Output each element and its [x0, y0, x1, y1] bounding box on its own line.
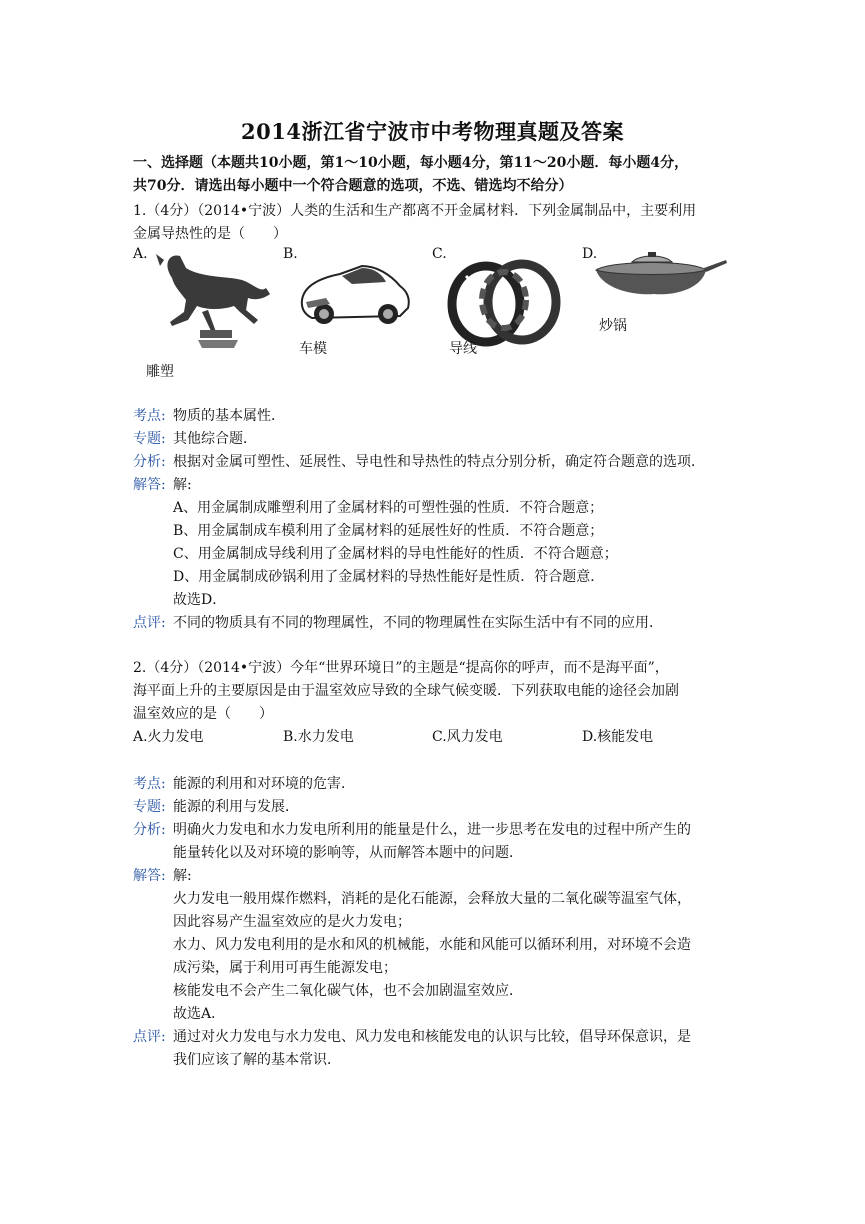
section-header-line1: 一、选择题（本题共10小题，第1～10小题，每小题4分，第11～20小题．每小题4分，	[133, 155, 689, 171]
q1-jieda-head: 解:	[173, 477, 192, 493]
section-header-line2: 共70分．请选出每小题中一个符合题意的选项，不选、错选均不给分）	[133, 178, 573, 194]
q1-jieda-line: 故选D．	[173, 592, 227, 608]
q2-option-d: D.核能发电	[582, 729, 654, 745]
q2-jieda-line: 故选A．	[173, 1006, 226, 1022]
car-model-image	[296, 256, 412, 332]
page-title: 2014浙江省宁波市中考物理真题及答案	[241, 119, 624, 144]
q1-fenxi-text: 根据对金属可塑性、延展性、导电性和导热性的特点分别分析，确定符合题意的选项．	[173, 454, 705, 470]
q2-kaodian-label: 考点:	[133, 776, 166, 792]
q1-kaodian-label: 考点:	[133, 408, 166, 424]
q1-zhuanti-text: 其他综合题．	[173, 431, 257, 447]
q1-option-b-caption: 车模	[299, 341, 327, 357]
q1-kaodian-text: 物质的基本属性．	[173, 408, 285, 424]
q2-kaodian-text: 能源的利用和对环境的危害．	[173, 776, 355, 792]
q2-zhuanti-text: 能源的利用与发展．	[173, 799, 299, 815]
q1-jieda-line: D、用金属制成砂锅利用了金属材料的导热性能好是性质．符合题意．	[173, 569, 605, 585]
q2-option-b: B.水力发电	[283, 729, 354, 745]
q1-zhuanti-label: 专题:	[133, 431, 166, 447]
q1-dianping-text: 不同的物质具有不同的物理属性，不同的物理属性在实际生活中有不同的应用．	[173, 615, 663, 631]
q2-dianping-text-line2: 我们应该了解的基本常识．	[173, 1052, 341, 1068]
q2-jieda-line: 核能发电不会产生二氧化碳气体，也不会加剧温室效应．	[173, 983, 523, 999]
q2-jieda-line: 因此容易产生温室效应的是火力发电；	[173, 914, 411, 930]
wok-image	[592, 250, 728, 298]
q2-stem-line2: 海平面上升的主要原因是由于温室效应导致的全球气候变暖．下列获取电能的途径会加剧	[133, 683, 679, 699]
q2-jieda-line: 成污染，属于利用可再生能源发电；	[173, 960, 397, 976]
q1-option-c-caption: 导线	[449, 341, 477, 357]
q1-jieda-line: B、用金属制成车模利用了金属材料的延展性好的性质．不符合题意；	[173, 523, 604, 539]
q2-fenxi-text-line2: 能量转化以及对环境的影响等，从而解答本题中的问题．	[173, 845, 523, 861]
q1-option-d-letter: D.	[582, 246, 598, 262]
q1-jieda-label: 解答:	[133, 477, 166, 493]
q1-option-c-letter: C.	[432, 246, 447, 262]
q2-option-a: A.火力发电	[133, 729, 204, 745]
q2-jieda-line: 水力、风力发电利用的是水和风的机械能，水能和风能可以循环利用，对环境不会造	[173, 937, 691, 953]
q2-fenxi-text-line1: 明确火力发电和水力发电所利用的能量是什么，进一步思考在发电的过程中所产生的	[173, 822, 691, 838]
q1-stem-line2: 金属导热性的是（ ）	[133, 226, 287, 242]
q2-stem-line3: 温室效应的是（ ）	[133, 706, 273, 722]
q1-dianping-label: 点评:	[133, 615, 166, 631]
q1-fenxi-label: 分析:	[133, 454, 166, 470]
wire-coil-image	[446, 256, 562, 348]
q1-jieda-line: C、用金属制成导线利用了金属材料的导电性能好的性质．不符合题意；	[173, 546, 618, 562]
horse-sculpture-image	[142, 248, 274, 354]
q2-jieda-head: 解:	[173, 868, 192, 884]
q2-fenxi-label: 分析:	[133, 822, 166, 838]
q1-option-b-letter: B.	[283, 246, 298, 262]
q1-option-a-letter: A.	[133, 246, 148, 262]
q2-dianping-text-line1: 通过对火力发电与水力发电、风力发电和核能发电的认识与比较，倡导环保意识，是	[173, 1029, 691, 1045]
q2-zhuanti-label: 专题:	[133, 799, 166, 815]
q1-option-a-caption: 雕塑	[146, 364, 174, 380]
q2-jieda-line: 火力发电一般用煤作燃料，消耗的是化石能源，会释放大量的二氧化碳等温室气体，	[173, 891, 691, 907]
q1-stem-line1: 1.（4分）（2014•宁波）人类的生活和生产都离不开金属材料．下列金属制品中，主要利用	[133, 203, 697, 219]
q2-stem-line1: 2.（4分）（2014•宁波）今年“世界环境日”的主题是“提高你的呼声，而不是海平面”，	[133, 660, 669, 676]
q1-jieda-line: A、用金属制成雕塑利用了金属材料的可塑性强的性质．不符合题意；	[173, 500, 604, 516]
q2-option-c: C.风力发电	[432, 729, 503, 745]
q1-option-d-caption: 炒锅	[599, 318, 627, 334]
q2-jieda-label: 解答:	[133, 868, 166, 884]
q2-dianping-label: 点评:	[133, 1029, 166, 1045]
